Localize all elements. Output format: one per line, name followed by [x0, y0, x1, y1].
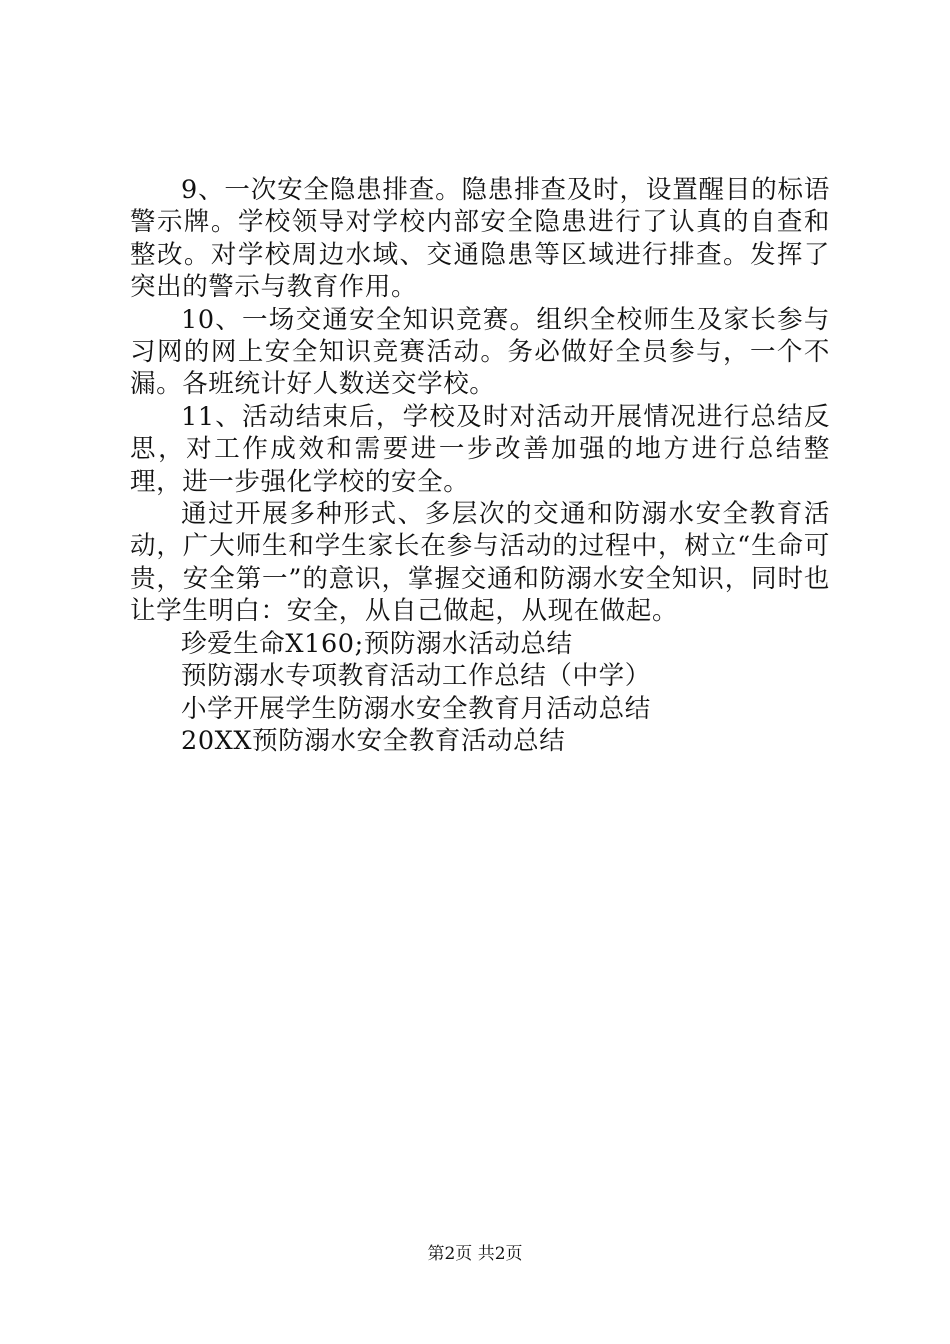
related-title: 20XX预防溺水安全教育活动总结 — [181, 725, 566, 756]
related-title: 预防溺水专项教育活动工作总结（中学） — [181, 661, 651, 692]
related-title: 珍爱生命X160;预防溺水活动总结 — [181, 628, 573, 659]
page-number-footer: 第2页 共2页 — [427, 1244, 523, 1264]
paragraph-item-9: 9、一次安全隐患排查。隐患排查及时，设置醒目的标语警示牌。学校领导对学校内部安全隐患进行了认真的自查和整改。对学校周边水域、交通隐患等区域进行排查。发挥了突出的警示与教育作用。 — [130, 175, 830, 303]
paragraph-conclusion: 通过开展多种形式、多层次的交通和防溺水安全教育活动，广大师生和学生家长在参与活动的过程中，树立“生命可贵，安全第一”的意识，掌握交通和防溺水安全知识，同时也让学生明白：安全，从自己做起，从现在做起。 — [130, 499, 830, 627]
related-title: 小学开展学生防溺水安全教育月活动总结 — [181, 693, 651, 724]
document-body — [130, 174, 830, 757]
paragraph-item-10: 10、一场交通安全知识竞赛。组织全校师生及家长参与习网的网上安全知识竞赛活动。务必做好全员参与，一个不漏。各班统计好人数送交学校。 — [130, 304, 830, 400]
paragraph-item-11: 11、活动结束后，学校及时对活动开展情况进行总结反思，对工作成效和需要进一步改善加强的地方进行总结整理，进一步强化学校的安全。 — [130, 401, 830, 497]
